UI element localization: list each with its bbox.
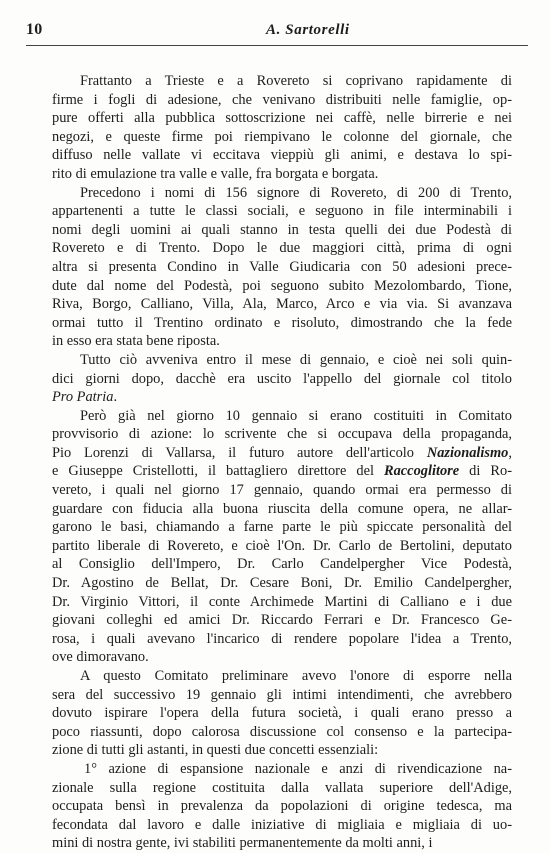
text-run: in esso era stata bene riposta. [52,333,220,350]
text-run: 1° azione di espansione nazionale e anzi di rivendicazione na- [84,760,512,777]
text-run: Dr. Virginio Vittori, il conte Archimede Martini di Calliano e i due [52,593,512,610]
text-run: al Consiglio dell'Impero, Dr. Carlo Candelpergher Vice Podestà, [52,556,512,573]
text-run: Precedono i nomi di 156 signore di Rovereto, di 200 di Trento, [80,184,512,201]
text-run: altra si presenta Condino in Valle Giudicaria con 50 adesioni prece- [52,258,512,275]
text-line [52,407,512,426]
text-run: sera del successivo 19 gennaio gli intimi intendimenti, che avrebbero [52,686,512,703]
text-line [52,500,512,519]
text-line [52,239,512,258]
text-run: nomi degli uomini ai quali stanno in testa quelli dei due Podestà di [52,221,512,238]
paragraph [52,72,512,184]
text-line [52,109,512,128]
text-line [52,128,512,147]
text-run: poco riassunti, dopo calorosa discussione col consenso e la partecipa- [52,723,512,740]
text-line [52,648,512,667]
text-line [52,518,512,537]
text-line [52,816,512,835]
text-run: rosa, i quali avevano l'incarico di rendere popolare l'idea a Trento, [52,630,512,647]
paragraph [52,760,512,853]
text-line [52,332,512,351]
text-line [52,351,512,370]
text-line [52,425,512,444]
text-run: guardare con fiducia alla buona riuscita della comune opera, ne allar- [52,500,512,517]
text-run: fecondata dal lavoro e dalle iniziative di migliaia e migliaia di uo- [52,816,512,833]
text-line [52,741,512,760]
text-run: Tutto ciò avveniva entro il mese di gennaio, e cioè nei soli quin- [80,351,512,368]
text-run: giovani colleghi ed amici Dr. Riccardo Ferrari e Dr. Francesco Ge- [52,612,512,629]
text-line [52,537,512,556]
text-run: Frattanto a Trieste e a Rovereto si coprivano rapidamente di [80,73,512,89]
paragraph [52,407,512,667]
text-run: zionale sulla regione costituita dalla vallata superiore dell'Adige, [52,779,512,796]
text-line [52,258,512,277]
text-run: zione di tutti gli astanti, in questi due concetti essenziali: [52,742,379,759]
text-line [52,146,512,165]
page-header [26,21,528,45]
text-line [52,370,512,389]
text-run: dici giorni dopo, dacchè era uscito l'appello del giornale col titolo [52,370,512,387]
text-run: e Giuseppe Cristellotti, il battagliero direttore del [52,463,384,480]
text-run: mini di nostra gente, ivi stabiliti permanentemente da molti anni, i [52,835,433,852]
text-line [52,165,512,184]
text-line [52,221,512,240]
text-run: Pio Lorenzi di Vallarsa, il futuro autore dell'articolo [52,444,427,461]
text-run: ormai tutto il Trentino ordinato e risoluto, dimostrando che la fede [52,314,512,331]
text-run: di Ro- [459,463,512,480]
text-run: partito liberale di Rovereto, e cioè l'On. Dr. Carlo de Bertolini, deputato [52,537,512,554]
emphasized-text: Raccoglitore [384,463,460,480]
emphasized-text: Pro Patria [52,389,114,406]
text-line [52,779,512,798]
text-line [52,462,512,481]
text-line [52,72,512,91]
text-line [52,667,512,686]
text-line [52,444,512,463]
text-run: provvisorio di azione: lo scrivente che si occupava della propaganda, [52,426,512,443]
text-run: firme i fogli di adesione, che venivano distribuiti nelle famiglie, op- [52,91,512,108]
text-run: Riva, Borgo, Calliano, Villa, Ala, Marco, Arco e via via. Si avanzava [52,296,512,313]
paragraph [52,351,512,407]
text-run: dovuto ispirare l'opera della futura società, i quali erano presso a [52,705,512,722]
text-run: Dr. Agostino de Bellat, Dr. Cesare Boni, Dr. Emilio Candelpergher, [52,575,512,592]
text-line [52,202,512,221]
text-line [52,630,512,649]
text-line [52,184,512,203]
running-head: A. Sartorelli [266,22,350,38]
text-line [52,277,512,296]
text-run: . [113,389,118,406]
text-line [52,593,512,612]
text-run: garono le basi, chiamando a farne parte le più spiccate personalità del [52,519,512,536]
text-line [52,760,512,779]
emphasized-text: Nazionalismo [426,444,509,461]
text-run: Rovereto e di Trento. Dopo le due maggiori città, prima di ogni [52,240,512,257]
header-rule [26,45,528,46]
body-text [52,72,512,853]
text-run: vereto, i quali nel giorno 17 gennaio, quando ormai era permesso di [52,482,512,499]
text-line [52,834,512,853]
text-run: pure offerti alla pubblica sottoscrizione nei caffè, nelle birrerie e nei [52,110,512,127]
text-line [52,314,512,333]
text-run: A questo Comitato preliminare avevo l'onore di esporre nella [80,668,512,684]
page-number: 10 [26,21,43,38]
text-run: dute dal nome del Podestà, poi seguono subito Mezolombardo, Tione, [52,277,512,294]
text-run: appartenenti a tutte le classi sociali, e seguono in file interminabili i [52,203,512,220]
text-line [52,481,512,500]
text-line [52,704,512,723]
text-line [52,797,512,816]
text-line [52,611,512,630]
text-run: , [508,444,512,461]
text-line [52,91,512,110]
text-line [52,295,512,314]
text-line [52,574,512,593]
text-run: diffuso nelle vallate vi eccitava vieppiù gli animi, e destava lo spi- [52,147,512,164]
text-run: occupata bensì in prevalenza da popolazioni di origine tedesca, ma [52,798,512,815]
text-line [52,388,512,407]
paragraph [52,184,512,351]
paragraph [52,667,512,760]
text-line [52,555,512,574]
text-line [52,686,512,705]
text-line [52,723,512,742]
text-run: ove dimoravano. [52,649,149,666]
text-run: rito di emulazione tra valle e valle, fra borgata e borgata. [52,165,379,182]
text-run: negozi, e queste firme poi riempivano le colonne del giornale, che [52,128,512,145]
text-run: Però già nel giorno 10 gennaio si erano costituiti in Comitato [80,407,512,424]
